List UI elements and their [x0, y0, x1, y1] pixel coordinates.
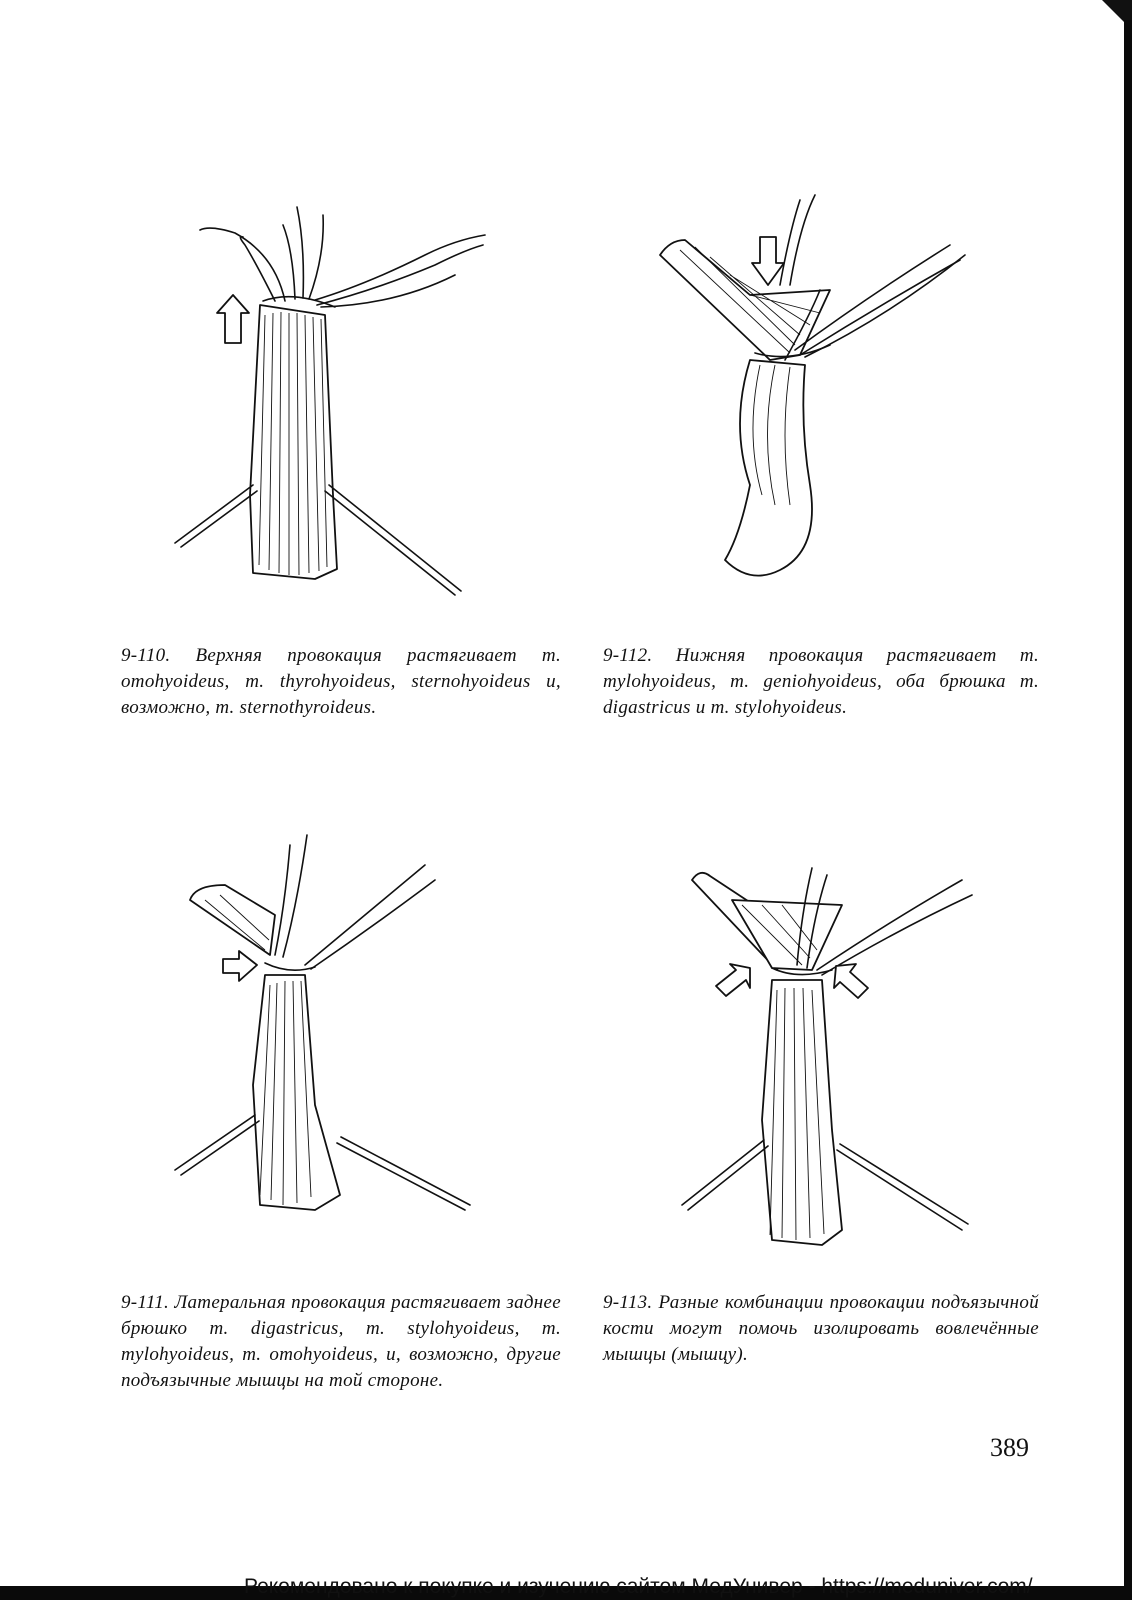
caption-9-111: [121, 1290, 561, 1394]
figure-9-112: [650, 185, 990, 595]
caption-9-110: [121, 643, 561, 721]
caption-9-112-text: 9-112. Нижняя провокация растягивает m. mylohyoideus, m. geniohyoideus, оба брюшка m. digastricus и m. stylohyoideus.: [603, 645, 1039, 718]
footer-recommendation: Рекомендовано к покупке и изучению сайтом МедУнивер - https://meduniver.com/: [244, 1575, 1033, 1598]
caption-9-113: [603, 1290, 1039, 1368]
caption-9-113-text: 9-113. Разные комбинации провокации подъязычной кости могут помочь изолировать вовлечённые мышцы (мышцу).: [603, 1292, 1039, 1365]
arrow-right-icon: [223, 951, 257, 981]
figure-9-110: [165, 195, 505, 615]
figure-9-111: [165, 825, 485, 1235]
caption-9-110-text: 9-110. Верхняя провокация растягивает m. omohyoideus, m. thyrohyoideus, sternohyoideus и, возможно, m. sternothyroideus.: [121, 645, 561, 718]
page-edge-right: [1124, 20, 1132, 1600]
page-number: 389: [990, 1433, 1029, 1462]
caption-9-111-text: 9-111. Латеральная провокация растягивает заднее брюшко m. digastricus, m. stylohyoideus, m. mylohyoideus, m. omohyoideus, и, возможно, другие подъязычные мышцы на той стороне.: [121, 1292, 561, 1391]
figure-9-113: [672, 860, 1002, 1260]
arrow-down-icon: [752, 237, 784, 285]
caption-9-112: [603, 643, 1039, 721]
arrow-up-icon: [217, 295, 249, 343]
